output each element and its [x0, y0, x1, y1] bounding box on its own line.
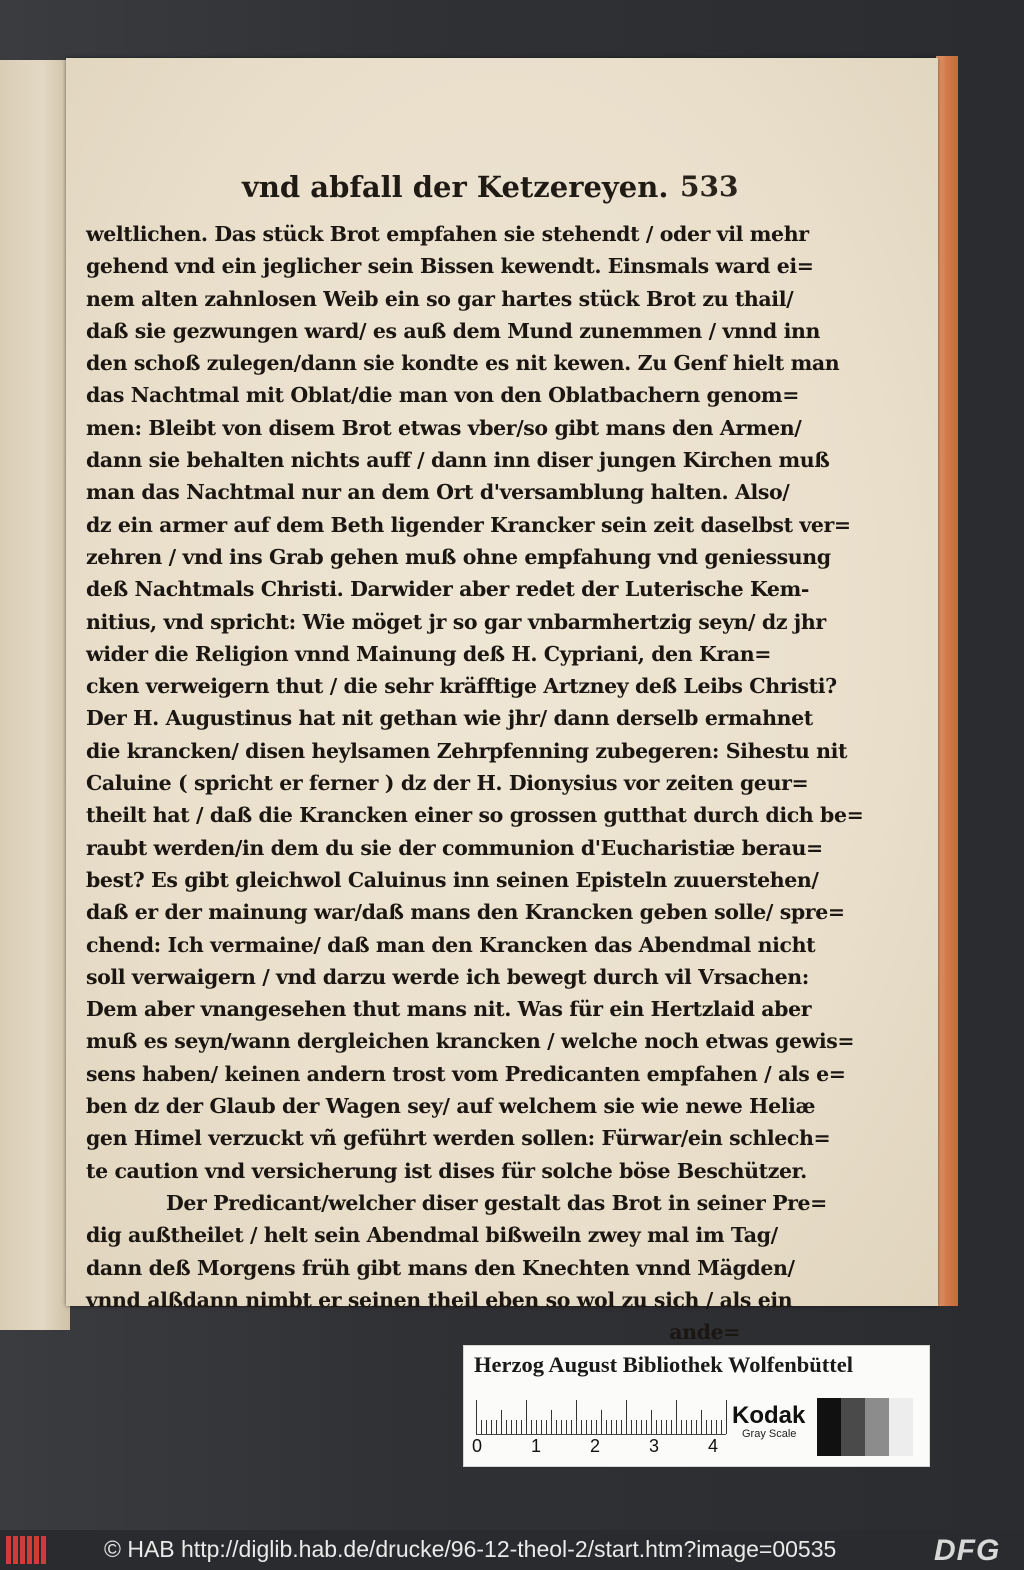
running-title: vnd abfall der Ketzereyen. [242, 170, 669, 204]
text-line: deß Nachtmals Christi. Darwider aber redet der Luterische Kem- [86, 577, 809, 602]
ruler-tick [526, 1400, 527, 1434]
text-line: dz ein armer auf dem Beth ligender Krancker sein zeit daselbst ver= [86, 512, 851, 537]
ruler-label: 0 [472, 1436, 483, 1456]
scale-ruler [476, 1398, 726, 1435]
ruler-labels [468, 1436, 730, 1458]
ruler-tick [566, 1420, 567, 1434]
text-line: den schoß zulegen/dann sie kondte es nit kewen. Zu Genf hielt man [86, 351, 840, 376]
color-target-card [463, 1345, 930, 1467]
ruler-tick [681, 1420, 682, 1434]
ruler-tick [546, 1420, 547, 1434]
ruler-tick [586, 1420, 587, 1434]
gray-scale-label: Gray Scale [742, 1428, 797, 1440]
ruler-tick [716, 1420, 717, 1434]
ruler-tick [671, 1420, 672, 1434]
text-line: soll verwaigern / vnd darzu werde ich bewegt durch vil Vrsachen: [86, 964, 809, 989]
text-line: gen Himel verzuckt vñ geführt werden sollen: Fürwar/ein schlech= [86, 1126, 831, 1151]
text-line: dann deß Morgens früh gibt mans den Knechten vnnd Mägden/ [86, 1255, 795, 1280]
gray-swatch [841, 1398, 865, 1456]
ruler-tick [551, 1410, 552, 1434]
ruler-tick [476, 1400, 477, 1434]
book-page [66, 58, 938, 1345]
ruler-tick [581, 1420, 582, 1434]
ruler-tick [601, 1410, 602, 1434]
ruler-tick [496, 1420, 497, 1434]
text-line: daß sie gezwungen ward/ es auß dem Mund zunemmen / vnnd inn [86, 318, 820, 343]
text-line: man das Nachtmal nur an dem Ort d'versamblung halten. Also/ [86, 480, 790, 505]
text-line: te caution vnd versicherung ist dises für solche böse Beschützer. [86, 1158, 807, 1183]
ruler-tick [656, 1420, 657, 1434]
text-line: muß es seyn/wann dergleichen krancken / welche noch etwas gewis= [86, 1029, 855, 1054]
ruler-tick [606, 1420, 607, 1434]
text-line: vnnd alßdann nimbt er seinen theil eben so wol zu sich / als ein [86, 1287, 793, 1312]
dfg-logo: DFG [934, 1534, 1001, 1567]
text-line: Der Predicant/welcher diser gestalt das Brot in seiner Pre= [166, 1190, 827, 1215]
ruler-tick [596, 1420, 597, 1434]
gray-swatch [865, 1398, 889, 1456]
ruler-tick [621, 1420, 622, 1434]
text-line: die krancken/ disen heylsamen Zehrpfenning zubegeren: Sihestu nit [86, 738, 848, 763]
ruler-tick [666, 1420, 667, 1434]
ruler-tick [631, 1420, 632, 1434]
ruler-tick [511, 1420, 512, 1434]
ruler-label: 1 [531, 1436, 542, 1456]
ruler-tick [501, 1410, 502, 1434]
ruler-tick [626, 1400, 627, 1434]
text-line: gehend vnd ein jeglicher sein Bissen kewendt. Einsmals ward ei= [86, 254, 814, 279]
ruler-tick [726, 1400, 727, 1434]
ruler-tick [481, 1420, 482, 1434]
text-line: men: Bleibt von disem Brot etwas vber/so gibt mans den Armen/ [86, 415, 802, 440]
text-line: best? Es gibt gleichwol Caluinus inn seinen Episteln zuuerstehen/ [86, 867, 819, 892]
text-line: daß er der mainung war/daß mans den Krancken geben solle/ spre= [86, 900, 845, 925]
ruler-tick [676, 1400, 677, 1434]
ruler-label: 4 [708, 1436, 719, 1456]
ruler-tick [686, 1420, 687, 1434]
text-line: das Nachtmal mit Oblat/die man von den Oblatbachern genom= [86, 383, 799, 408]
ruler-tick [591, 1420, 592, 1434]
ruler-tick [561, 1420, 562, 1434]
text-line: nem alten zahnlosen Weib ein so gar hartes stück Brot zu thail/ [86, 286, 794, 311]
ruler-tick [491, 1420, 492, 1434]
text-line: chend: Ich vermaine/ daß man den Krancken das Abendmal nicht [86, 932, 816, 957]
text-line: zehren / vnd ins Grab gehen muß ohne empfahung vnd geniessung [86, 544, 831, 569]
ruler-label: 3 [649, 1436, 660, 1456]
ruler-tick [521, 1420, 522, 1434]
text-line: cken verweigern thut / die sehr kräfftige Artzney deß Leibs Christi? [86, 674, 837, 699]
gray-swatch [817, 1398, 841, 1456]
gray-swatch [889, 1398, 913, 1456]
ruler-tick [576, 1400, 577, 1434]
ruler-tick [536, 1420, 537, 1434]
text-line: wider die Religion vnnd Mainung deß H. Cypriani, den Kran= [86, 641, 772, 666]
text-line: ande= [669, 1320, 740, 1345]
copyright-url[interactable]: © HAB http://diglib.hab.de/drucke/96-12-theol-2/start.htm?image=00535 [104, 1536, 837, 1562]
hab-logo-icon [6, 1536, 46, 1564]
facing-page-edge [0, 60, 70, 1330]
text-line: dig außtheilet / helt sein Abendmal bißweiln zwey mal im Tag/ [86, 1223, 778, 1248]
ruler-tick [661, 1420, 662, 1434]
ruler-tick [506, 1420, 507, 1434]
text-line: dann sie behalten nichts auff / dann inn diser jungen Kirchen muß [86, 448, 830, 473]
library-name: Herzog August Bibliothek Wolfenbüttel [474, 1352, 853, 1377]
text-line: sens haben/ keinen andern trost vom Predicanten empfahen / als e= [86, 1061, 846, 1086]
ruler-tick [646, 1420, 647, 1434]
text-line: Der H. Augustinus hat nit gethan wie jhr/ dann derselb ermahnet [86, 706, 813, 731]
ruler-tick [541, 1420, 542, 1434]
ruler-tick [711, 1420, 712, 1434]
running-head [66, 170, 938, 206]
ruler-tick [531, 1420, 532, 1434]
ruler-tick [641, 1420, 642, 1434]
text-line: weltlichen. Das stück Brot empfahen sie stehendt / oder vil mehr [86, 222, 809, 246]
text-line: theilt hat / daß die Krancken einer so grossen gutthat durch dich be= [86, 803, 864, 828]
ruler-tick [616, 1420, 617, 1434]
page-edge-red [936, 56, 958, 1306]
ruler-tick [691, 1420, 692, 1434]
ruler-tick [571, 1420, 572, 1434]
ruler-tick [651, 1410, 652, 1434]
ruler-tick [516, 1420, 517, 1434]
ruler-tick [701, 1410, 702, 1434]
ruler-tick [721, 1420, 722, 1434]
ruler-tick [636, 1420, 637, 1434]
footer-bar [0, 1530, 1024, 1570]
text-line: Dem aber vnangesehen thut mans nit. Was für ein Hertzlaid aber [86, 997, 812, 1022]
ruler-label: 2 [590, 1436, 601, 1456]
ruler-tick [706, 1420, 707, 1434]
body-text [86, 218, 864, 1348]
kodak-logo: Kodak [732, 1402, 806, 1429]
text-line: raubt werden/in dem du sie der communion d'Eucharistiæ berau= [86, 835, 823, 860]
ruler-tick [556, 1420, 557, 1434]
gray-scale-swatches [817, 1398, 913, 1456]
text-line: nitius, vnd spricht: Wie möget jr so gar vnbarmhertzig seyn/ dz jhr [86, 609, 826, 634]
text-line: Caluine ( spricht er ferner ) dz der H. Dionysius vor zeiten geur= [86, 771, 809, 796]
ruler-tick [696, 1420, 697, 1434]
ruler-tick [486, 1420, 487, 1434]
ruler-tick [611, 1420, 612, 1434]
text-line: ben dz der Glaub der Wagen sey/ auf welchem sie wie newe Heliæ [86, 1094, 816, 1119]
page-number: 533 [680, 170, 739, 203]
